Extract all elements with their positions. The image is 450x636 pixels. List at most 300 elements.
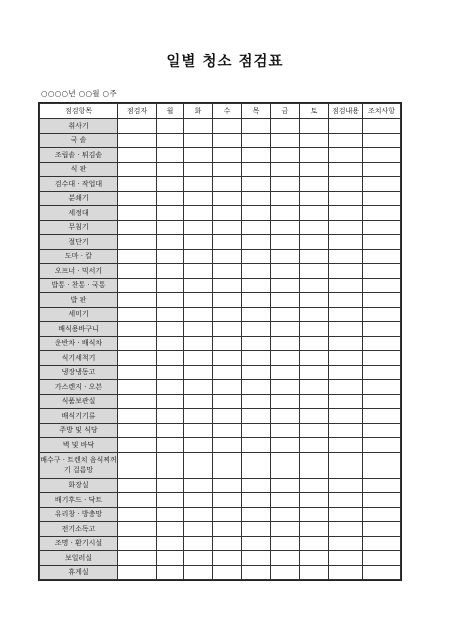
entry-cell[interactable] [300, 322, 329, 337]
entry-cell[interactable] [300, 365, 329, 380]
entry-cell[interactable] [118, 119, 157, 134]
entry-cell[interactable] [157, 522, 184, 537]
entry-cell[interactable] [118, 536, 157, 551]
entry-cell[interactable] [329, 249, 363, 264]
entry-cell[interactable] [329, 177, 363, 192]
entry-cell[interactable] [184, 249, 213, 264]
entry-cell[interactable] [363, 191, 401, 206]
entry-cell[interactable] [329, 452, 363, 478]
entry-cell[interactable] [242, 322, 271, 337]
entry-cell[interactable] [329, 293, 363, 308]
entry-cell[interactable] [271, 133, 300, 148]
entry-cell[interactable] [329, 191, 363, 206]
entry-cell[interactable] [363, 409, 401, 424]
entry-cell[interactable] [157, 278, 184, 293]
entry-cell[interactable] [184, 507, 213, 522]
entry-cell[interactable] [213, 264, 242, 279]
row-item-label: 분쇄기 [40, 191, 118, 206]
entry-cell[interactable] [242, 162, 271, 177]
entry-cell[interactable] [157, 307, 184, 322]
entry-cell[interactable] [242, 452, 271, 478]
row-item-label: 냉장냉동고 [40, 365, 118, 380]
table-row [40, 551, 401, 566]
entry-cell[interactable] [242, 191, 271, 206]
entry-cell[interactable] [184, 133, 213, 148]
entry-cell[interactable] [184, 220, 213, 235]
entry-cell[interactable] [118, 565, 157, 580]
col-header-tue: 화 [184, 104, 213, 119]
entry-cell[interactable] [271, 507, 300, 522]
entry-cell[interactable] [363, 351, 401, 366]
entry-cell[interactable] [242, 409, 271, 424]
entry-cell[interactable] [329, 478, 363, 493]
entry-cell[interactable] [184, 206, 213, 221]
entry-cell[interactable] [184, 293, 213, 308]
table-row [40, 478, 401, 493]
entry-cell[interactable] [300, 220, 329, 235]
entry-cell[interactable] [213, 565, 242, 580]
entry-cell[interactable] [329, 307, 363, 322]
entry-cell[interactable] [118, 278, 157, 293]
entry-cell[interactable] [271, 336, 300, 351]
entry-cell[interactable] [118, 133, 157, 148]
entry-cell[interactable] [300, 551, 329, 566]
entry-cell[interactable] [157, 322, 184, 337]
entry-cell[interactable] [271, 438, 300, 453]
entry-cell[interactable] [363, 438, 401, 453]
entry-cell[interactable] [118, 162, 157, 177]
entry-cell[interactable] [242, 206, 271, 221]
entry-cell[interactable] [300, 177, 329, 192]
entry-cell[interactable] [300, 336, 329, 351]
entry-cell[interactable] [329, 394, 363, 409]
entry-cell[interactable] [363, 336, 401, 351]
entry-cell[interactable] [157, 478, 184, 493]
entry-cell[interactable] [271, 394, 300, 409]
entry-cell[interactable] [329, 322, 363, 337]
entry-cell[interactable] [118, 380, 157, 395]
entry-cell[interactable] [242, 336, 271, 351]
entry-cell[interactable] [118, 551, 157, 566]
entry-cell[interactable] [363, 249, 401, 264]
entry-cell[interactable] [184, 235, 213, 250]
entry-cell[interactable] [271, 220, 300, 235]
entry-cell[interactable] [213, 235, 242, 250]
entry-cell[interactable] [363, 307, 401, 322]
entry-cell[interactable] [213, 438, 242, 453]
entry-cell[interactable] [118, 249, 157, 264]
entry-cell[interactable] [300, 191, 329, 206]
entry-cell[interactable] [157, 264, 184, 279]
entry-cell[interactable] [363, 148, 401, 163]
entry-cell[interactable] [363, 220, 401, 235]
entry-cell[interactable] [157, 409, 184, 424]
entry-cell[interactable] [242, 177, 271, 192]
entry-cell[interactable] [118, 423, 157, 438]
entry-cell[interactable] [242, 220, 271, 235]
entry-cell[interactable] [184, 191, 213, 206]
entry-cell[interactable] [242, 351, 271, 366]
row-item-label: 화장실 [40, 478, 118, 493]
entry-cell[interactable] [300, 522, 329, 537]
entry-cell[interactable] [213, 307, 242, 322]
entry-cell[interactable] [213, 409, 242, 424]
entry-cell[interactable] [300, 278, 329, 293]
entry-cell[interactable] [271, 409, 300, 424]
entry-cell[interactable] [157, 119, 184, 134]
entry-cell[interactable] [271, 565, 300, 580]
entry-cell[interactable] [271, 264, 300, 279]
entry-cell[interactable] [184, 478, 213, 493]
entry-cell[interactable] [157, 206, 184, 221]
entry-cell[interactable] [184, 380, 213, 395]
entry-cell[interactable] [213, 394, 242, 409]
row-item-label: 주방 및 식당 [40, 423, 118, 438]
entry-cell[interactable] [363, 235, 401, 250]
entry-cell[interactable] [184, 423, 213, 438]
entry-cell[interactable] [242, 438, 271, 453]
entry-cell[interactable] [242, 235, 271, 250]
entry-cell[interactable] [271, 452, 300, 478]
entry-cell[interactable] [118, 409, 157, 424]
entry-cell[interactable] [329, 162, 363, 177]
entry-cell[interactable] [157, 551, 184, 566]
entry-cell[interactable] [157, 394, 184, 409]
entry-cell[interactable] [363, 162, 401, 177]
entry-cell[interactable] [363, 536, 401, 551]
entry-cell[interactable] [213, 493, 242, 508]
entry-cell[interactable] [184, 264, 213, 279]
entry-cell[interactable] [300, 133, 329, 148]
entry-cell[interactable] [242, 293, 271, 308]
entry-cell[interactable] [118, 365, 157, 380]
entry-cell[interactable] [242, 565, 271, 580]
entry-cell[interactable] [157, 191, 184, 206]
entry-cell[interactable] [300, 293, 329, 308]
entry-cell[interactable] [184, 322, 213, 337]
entry-cell[interactable] [363, 380, 401, 395]
entry-cell[interactable] [118, 452, 157, 478]
entry-cell[interactable] [118, 394, 157, 409]
entry-cell[interactable] [157, 452, 184, 478]
entry-cell[interactable] [300, 493, 329, 508]
entry-cell[interactable] [242, 507, 271, 522]
entry-cell[interactable] [363, 365, 401, 380]
entry-cell[interactable] [271, 177, 300, 192]
entry-cell[interactable] [329, 264, 363, 279]
entry-cell[interactable] [242, 551, 271, 566]
entry-cell[interactable] [300, 380, 329, 395]
entry-cell[interactable] [363, 522, 401, 537]
entry-cell[interactable] [363, 119, 401, 134]
entry-cell[interactable] [300, 409, 329, 424]
entry-cell[interactable] [213, 206, 242, 221]
entry-cell[interactable] [363, 322, 401, 337]
entry-cell[interactable] [118, 264, 157, 279]
entry-cell[interactable] [271, 536, 300, 551]
entry-cell[interactable] [118, 336, 157, 351]
entry-cell[interactable] [300, 206, 329, 221]
entry-cell[interactable] [363, 177, 401, 192]
entry-cell[interactable] [184, 365, 213, 380]
entry-cell[interactable] [213, 380, 242, 395]
entry-cell[interactable] [118, 177, 157, 192]
entry-cell[interactable] [271, 322, 300, 337]
entry-cell[interactable] [363, 264, 401, 279]
row-item-label: 보일러실 [40, 551, 118, 566]
entry-cell[interactable] [329, 119, 363, 134]
entry-cell[interactable] [118, 307, 157, 322]
entry-cell[interactable] [271, 307, 300, 322]
entry-cell[interactable] [271, 249, 300, 264]
entry-cell[interactable] [329, 409, 363, 424]
entry-cell[interactable] [213, 536, 242, 551]
entry-cell[interactable] [363, 206, 401, 221]
entry-cell[interactable] [118, 235, 157, 250]
entry-cell[interactable] [329, 507, 363, 522]
entry-cell[interactable] [157, 351, 184, 366]
entry-cell[interactable] [213, 249, 242, 264]
entry-cell[interactable] [157, 507, 184, 522]
entry-cell[interactable] [242, 478, 271, 493]
entry-cell[interactable] [118, 438, 157, 453]
entry-cell[interactable] [184, 336, 213, 351]
entry-cell[interactable] [242, 394, 271, 409]
entry-cell[interactable] [213, 365, 242, 380]
entry-cell[interactable] [184, 148, 213, 163]
entry-cell[interactable] [329, 220, 363, 235]
entry-cell[interactable] [242, 264, 271, 279]
entry-cell[interactable] [271, 162, 300, 177]
entry-cell[interactable] [184, 278, 213, 293]
col-header-item: 점검항목 [40, 104, 118, 119]
entry-cell[interactable] [118, 493, 157, 508]
table-row [40, 536, 401, 551]
entry-cell[interactable] [300, 119, 329, 134]
entry-cell[interactable] [184, 536, 213, 551]
table-row [40, 162, 401, 177]
entry-cell[interactable] [157, 133, 184, 148]
entry-cell[interactable] [242, 249, 271, 264]
entry-cell[interactable] [118, 322, 157, 337]
entry-cell[interactable] [271, 351, 300, 366]
entry-cell[interactable] [118, 522, 157, 537]
entry-cell[interactable] [242, 307, 271, 322]
entry-cell[interactable] [329, 522, 363, 537]
entry-cell[interactable] [271, 551, 300, 566]
entry-cell[interactable] [271, 148, 300, 163]
entry-cell[interactable] [213, 452, 242, 478]
entry-cell[interactable] [213, 133, 242, 148]
entry-cell[interactable] [184, 162, 213, 177]
entry-cell[interactable] [118, 478, 157, 493]
entry-cell[interactable] [213, 322, 242, 337]
entry-cell[interactable] [271, 119, 300, 134]
entry-cell[interactable] [184, 452, 213, 478]
entry-cell[interactable] [157, 380, 184, 395]
entry-cell[interactable] [329, 565, 363, 580]
entry-cell[interactable] [271, 235, 300, 250]
entry-cell[interactable] [213, 522, 242, 537]
entry-cell[interactable] [118, 220, 157, 235]
entry-cell[interactable] [363, 293, 401, 308]
entry-cell[interactable] [157, 220, 184, 235]
entry-cell[interactable] [271, 278, 300, 293]
entry-cell[interactable] [329, 336, 363, 351]
entry-cell[interactable] [363, 565, 401, 580]
entry-cell[interactable] [329, 380, 363, 395]
entry-cell[interactable] [300, 307, 329, 322]
entry-cell[interactable] [363, 133, 401, 148]
entry-cell[interactable] [157, 565, 184, 580]
entry-cell[interactable] [329, 235, 363, 250]
entry-cell[interactable] [213, 507, 242, 522]
entry-cell[interactable] [213, 278, 242, 293]
table-row [40, 452, 401, 478]
entry-cell[interactable] [300, 452, 329, 478]
entry-cell[interactable] [363, 452, 401, 478]
row-item-label: 식 판 [40, 162, 118, 177]
entry-cell[interactable] [184, 551, 213, 566]
entry-cell[interactable] [157, 365, 184, 380]
entry-cell[interactable] [329, 133, 363, 148]
entry-cell[interactable] [271, 380, 300, 395]
entry-cell[interactable] [213, 336, 242, 351]
entry-cell[interactable] [184, 493, 213, 508]
entry-cell[interactable] [213, 148, 242, 163]
entry-cell[interactable] [300, 148, 329, 163]
row-item-label: 배식기기류 [40, 409, 118, 424]
table-row [40, 133, 401, 148]
entry-cell[interactable] [157, 336, 184, 351]
entry-cell[interactable] [157, 493, 184, 508]
entry-cell[interactable] [329, 493, 363, 508]
entry-cell[interactable] [242, 278, 271, 293]
entry-cell[interactable] [300, 394, 329, 409]
entry-cell[interactable] [271, 522, 300, 537]
entry-cell[interactable] [300, 536, 329, 551]
entry-cell[interactable] [271, 191, 300, 206]
entry-cell[interactable] [300, 478, 329, 493]
entry-cell[interactable] [300, 249, 329, 264]
entry-cell[interactable] [242, 119, 271, 134]
entry-cell[interactable] [242, 522, 271, 537]
entry-cell[interactable] [213, 220, 242, 235]
entry-cell[interactable] [118, 148, 157, 163]
row-item-label: 배수구 · 트렌치 음식찌꺼기 걸름망 [40, 452, 118, 478]
entry-cell[interactable] [242, 365, 271, 380]
entry-cell[interactable] [184, 409, 213, 424]
row-item-label: 취사기 [40, 119, 118, 134]
entry-cell[interactable] [157, 249, 184, 264]
entry-cell[interactable] [329, 551, 363, 566]
entry-cell[interactable] [157, 235, 184, 250]
entry-cell[interactable] [157, 423, 184, 438]
entry-cell[interactable] [300, 264, 329, 279]
entry-cell[interactable] [157, 162, 184, 177]
entry-cell[interactable] [184, 119, 213, 134]
entry-cell[interactable] [157, 148, 184, 163]
entry-cell[interactable] [363, 507, 401, 522]
entry-cell[interactable] [157, 177, 184, 192]
entry-cell[interactable] [329, 148, 363, 163]
entry-cell[interactable] [363, 278, 401, 293]
entry-cell[interactable] [329, 351, 363, 366]
entry-cell[interactable] [271, 493, 300, 508]
entry-cell[interactable] [213, 191, 242, 206]
entry-cell[interactable] [213, 162, 242, 177]
entry-cell[interactable] [329, 206, 363, 221]
entry-cell[interactable] [329, 365, 363, 380]
entry-cell[interactable] [242, 133, 271, 148]
entry-cell[interactable] [363, 394, 401, 409]
entry-cell[interactable] [184, 522, 213, 537]
entry-cell[interactable] [271, 293, 300, 308]
entry-cell[interactable] [363, 423, 401, 438]
entry-cell[interactable] [329, 278, 363, 293]
entry-cell[interactable] [271, 206, 300, 221]
entry-cell[interactable] [157, 536, 184, 551]
entry-cell[interactable] [329, 536, 363, 551]
entry-cell[interactable] [300, 565, 329, 580]
entry-cell[interactable] [213, 478, 242, 493]
entry-cell[interactable] [300, 162, 329, 177]
entry-cell[interactable] [118, 293, 157, 308]
entry-cell[interactable] [300, 235, 329, 250]
entry-cell[interactable] [213, 177, 242, 192]
col-header-inspector: 점검자 [118, 104, 157, 119]
table-row [40, 177, 401, 192]
entry-cell[interactable] [329, 438, 363, 453]
entry-cell[interactable] [242, 493, 271, 508]
entry-cell[interactable] [213, 293, 242, 308]
entry-cell[interactable] [271, 365, 300, 380]
entry-cell[interactable] [242, 380, 271, 395]
entry-cell[interactable] [242, 423, 271, 438]
entry-cell[interactable] [184, 307, 213, 322]
table-row [40, 351, 401, 366]
entry-cell[interactable] [184, 351, 213, 366]
entry-cell[interactable] [184, 565, 213, 580]
entry-cell[interactable] [329, 423, 363, 438]
entry-cell[interactable] [242, 536, 271, 551]
entry-cell[interactable] [213, 351, 242, 366]
entry-cell[interactable] [118, 206, 157, 221]
entry-cell[interactable] [271, 423, 300, 438]
entry-cell[interactable] [213, 119, 242, 134]
entry-cell[interactable] [271, 478, 300, 493]
entry-cell[interactable] [184, 177, 213, 192]
row-item-label: 도마 · 칼 [40, 249, 118, 264]
entry-cell[interactable] [118, 191, 157, 206]
entry-cell[interactable] [157, 293, 184, 308]
entry-cell[interactable] [363, 493, 401, 508]
entry-cell[interactable] [363, 478, 401, 493]
entry-cell[interactable] [242, 148, 271, 163]
entry-cell[interactable] [118, 507, 157, 522]
entry-cell[interactable] [184, 394, 213, 409]
entry-cell[interactable] [118, 351, 157, 366]
entry-cell[interactable] [213, 551, 242, 566]
entry-cell[interactable] [300, 351, 329, 366]
entry-cell[interactable] [300, 423, 329, 438]
entry-cell[interactable] [300, 507, 329, 522]
entry-cell[interactable] [213, 423, 242, 438]
entry-cell[interactable] [157, 438, 184, 453]
entry-cell[interactable] [363, 551, 401, 566]
entry-cell[interactable] [184, 438, 213, 453]
entry-cell[interactable] [300, 438, 329, 453]
